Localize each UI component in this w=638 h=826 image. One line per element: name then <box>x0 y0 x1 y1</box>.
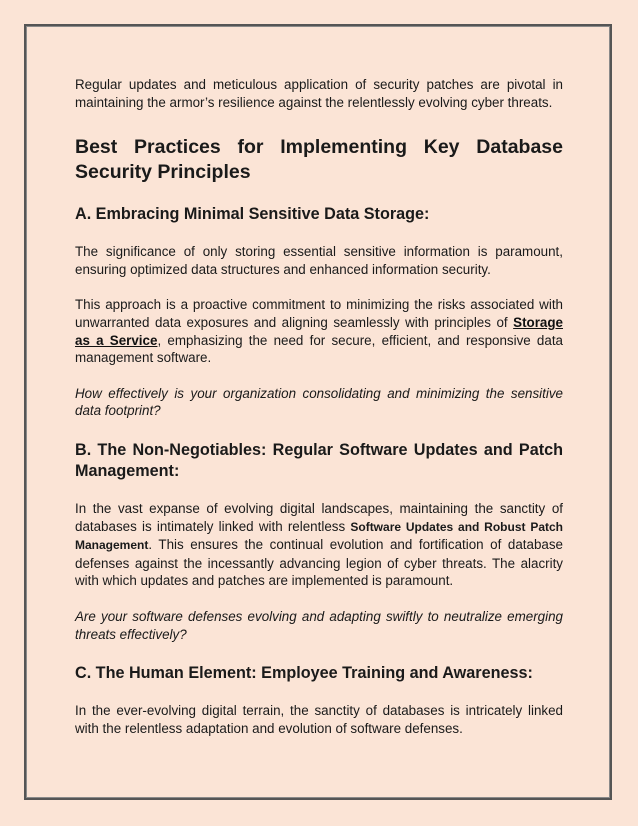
section-a-heading: A. Embracing Minimal Sensitive Data Storage: <box>75 205 430 224</box>
section-b-question: Are your software defenses evolving and adapting swiftly to neutralize emerging threats effectively? <box>75 608 563 642</box>
section-a-paragraph-2-text-after: , emphasizing the need for secure, efficient, and responsive data management software. <box>75 332 563 366</box>
section-b-heading: B. The Non-Negotiables: Regular Software Updates and Patch Management: <box>75 440 563 480</box>
section-b-paragraph-1-text-before: In the vast expanse of evolving digital landscapes, maintaining the sanctity of databases is intimately linked with relentless <box>75 500 563 534</box>
section-b-paragraph-1 <box>75 500 563 590</box>
section-a-paragraph-2 <box>75 296 563 366</box>
software-updates-bold-text: Software Updates and Robust Patch Management <box>75 519 563 553</box>
section-a-paragraph-2-text-before: This approach is a proactive commitment to minimizing the risks associated with unwarranted data exposures and aligning seamlessly with principles of <box>75 297 563 330</box>
main-heading: Best Practices for Implementing Key Database Security Principles <box>75 136 563 184</box>
document-content <box>75 76 563 737</box>
section-a-question: How effectively is your organization consolidating and minimizing the sensitive data footprint? <box>75 385 563 419</box>
section-c-heading: C. The Human Element: Employee Training and Awareness: <box>75 664 533 683</box>
section-a-paragraph-1: The significance of only storing essential sensitive information is paramount, ensuring optimized data structures and enhanced information security. <box>75 244 563 277</box>
section-c-paragraph-1: In the ever-evolving digital terrain, the sanctity of databases is intricately linked with the relentless adaptation and evolution of software defenses. <box>75 703 563 736</box>
storage-as-a-service-link[interactable]: Storage as a Service <box>75 314 563 348</box>
intro-paragraph: Regular updates and meticulous application of security patches are pivotal in maintaining the armor’s resilience against the relentlessly evolving cyber threats. <box>75 77 563 110</box>
section-b-paragraph-1-text-after: . This ensures the continual evolution and fortification of database defenses against the incessantly advancing legion of cyber threats. The alacrity with which updates and patches are implemented is paramount. <box>75 537 563 589</box>
